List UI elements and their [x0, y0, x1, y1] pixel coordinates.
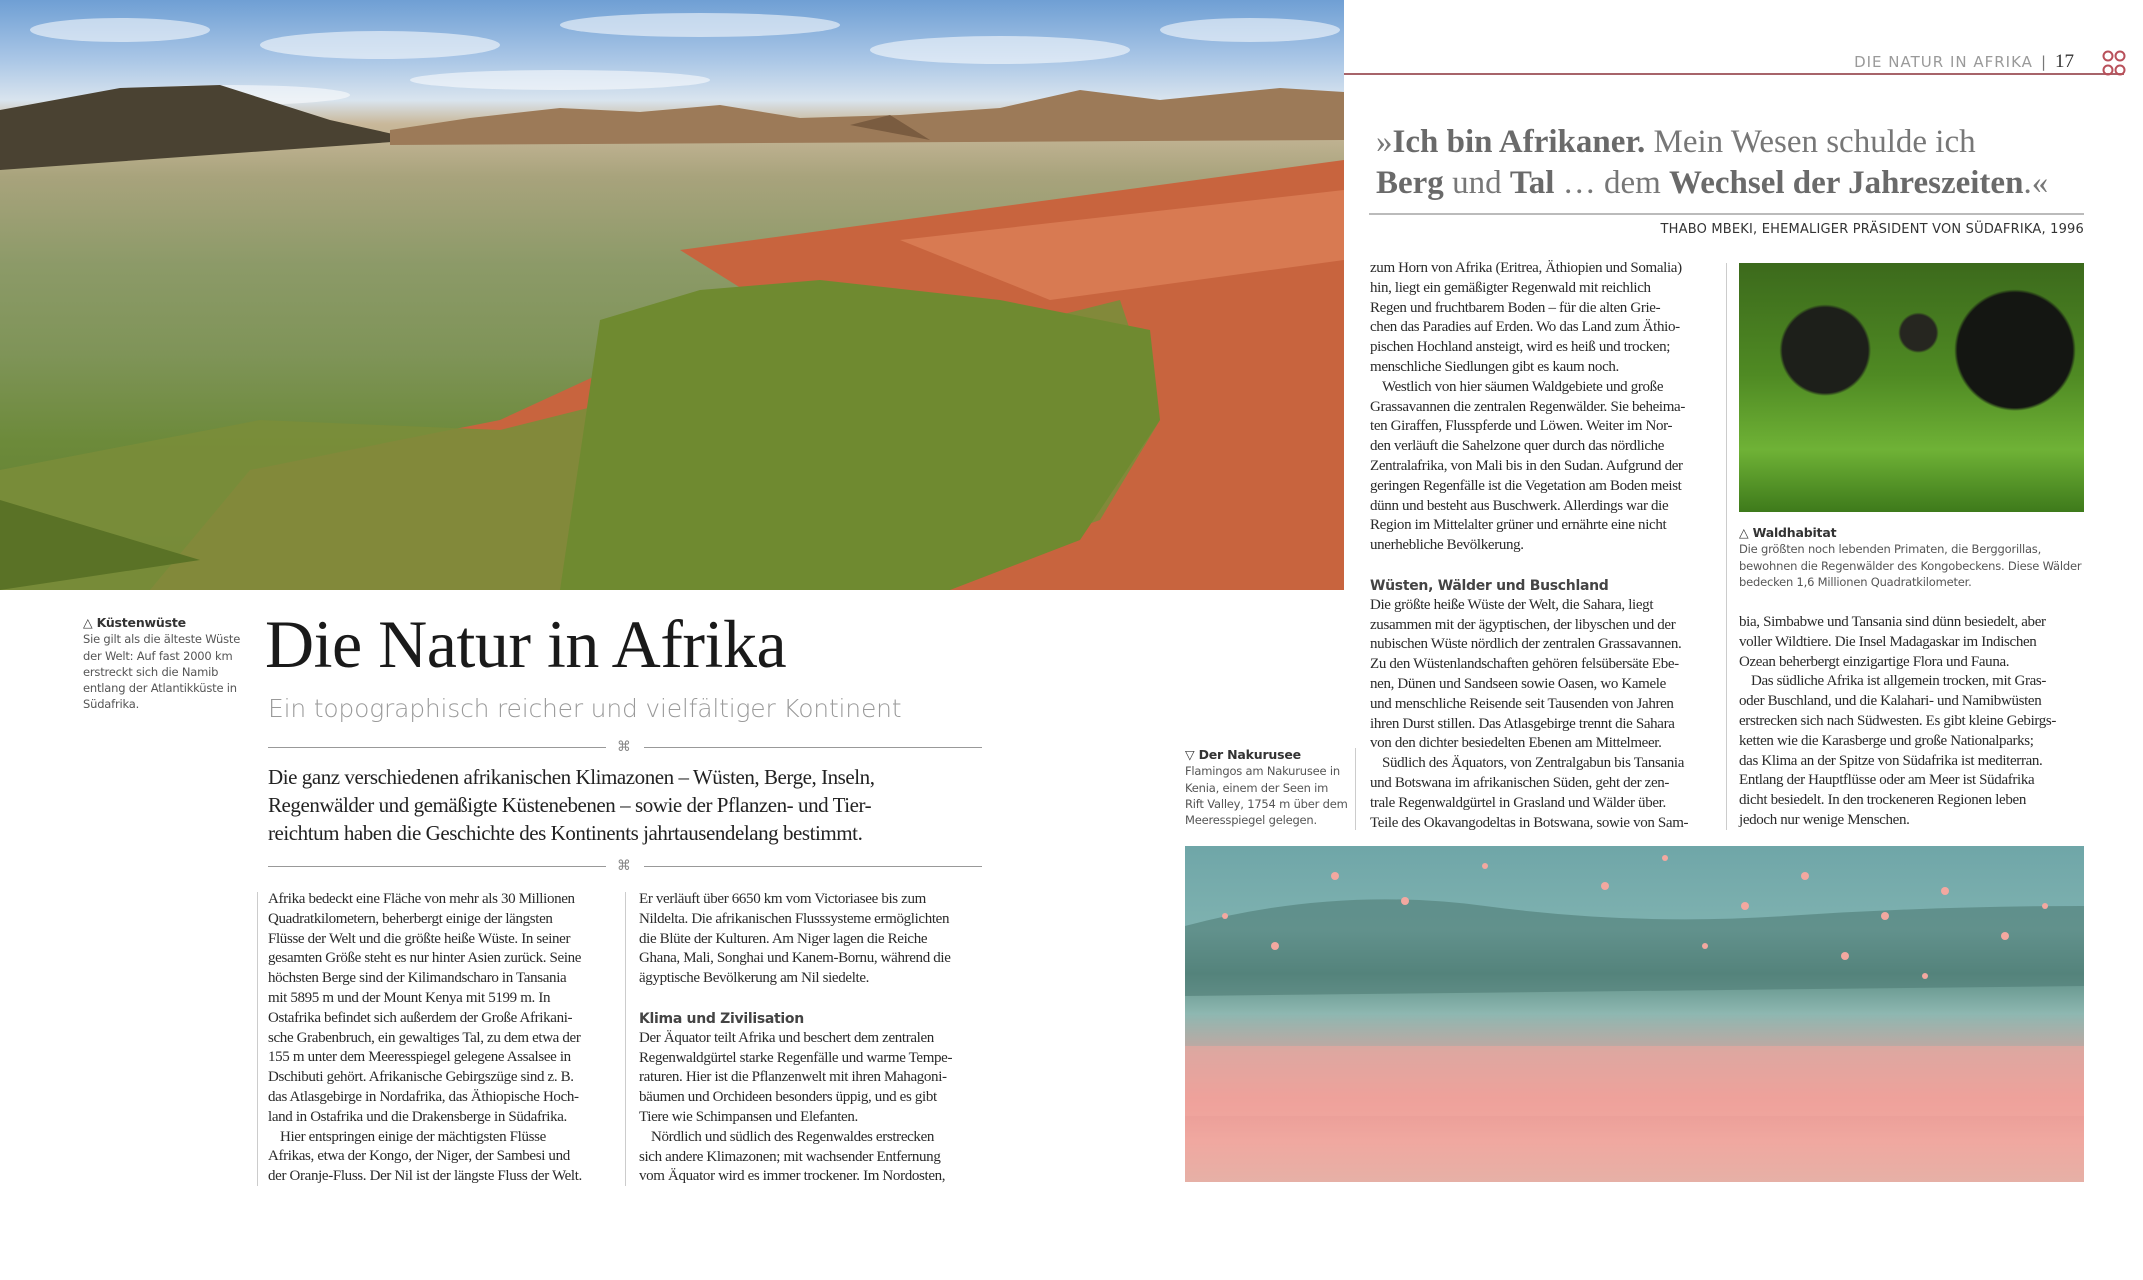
body-line: Flüsse der Welt und die größte heiße Wüste. In seiner	[268, 930, 571, 947]
quote-bold: Ich bin Afrikaner.	[1392, 124, 1646, 160]
ornament-icon: ⌘	[617, 858, 631, 874]
body-line: 155 m unter dem Meeresspiegel gelegene Assalsee in	[268, 1049, 571, 1066]
triangle-up-icon: △	[83, 615, 93, 630]
body-line: menschliche Siedlungen gibt es kaum noch.	[1370, 358, 1619, 375]
caption-line: Südafrika.	[83, 697, 140, 712]
column-rule	[1726, 263, 1727, 830]
body-line: trale Regenwaldgürtel in Grasland und Wälder über.	[1370, 794, 1666, 811]
body-line: Teile des Okavangodeltas in Botswana, sowie von Sam-	[1370, 814, 1689, 831]
section-heading: Klima und Zivilisation	[639, 1010, 804, 1027]
page-subtitle: Ein topographisch reicher und vielfältiger Kontinent	[268, 694, 902, 723]
namib-desert-photo	[0, 0, 1344, 590]
body-line: Er verläuft über 6650 km vom Victoriasee bis zum	[639, 891, 926, 907]
body-line: Nildelta. Die afrikanischen Flusssysteme ermöglichten	[639, 910, 950, 927]
body-line: Südlich des Äquators, von Zentralgabun bis Tansania	[1382, 755, 1685, 772]
triangle-up-icon: △	[1739, 525, 1749, 540]
body-line: Tiere wie Schimpansen und Elefanten.	[639, 1108, 858, 1125]
intro-line: Regenwälder und gemäßigte Küstenebenen – sowie der Pflanzen- und Tier-	[268, 793, 872, 817]
body-line: gesamten Größe steht es nur hinter Asien zurück. Seine	[268, 950, 582, 967]
body-line: erstrecken sich nach Südwesten. Es gibt kleine Gebirgs-	[1739, 712, 2057, 729]
flamingo-illustration	[1185, 846, 2084, 1182]
body-line: vom Äquator wird es immer trockener. Im Nordosten,	[639, 1168, 946, 1185]
header-separator: |	[2040, 53, 2047, 71]
mountain-gorillas-photo	[1739, 263, 2084, 512]
section-title: DIE NATUR IN AFRIKA	[1854, 53, 2033, 71]
quote-text: Mein Wesen schulde ich	[1645, 124, 1976, 160]
caption-line: Meeresspiegel gelegen.	[1185, 813, 1317, 828]
body-line: Dschibuti gehört. Afrikanische Gebirgszüge sind z. B.	[268, 1069, 574, 1086]
body-line: voller Wildtiere. Die Insel Madagaskar im Indischen	[1739, 633, 2037, 650]
quote-open: »	[1376, 124, 1393, 160]
body-line: das Atlasgebirge in Nordafrika, das Äthiopische Hoch-	[268, 1088, 579, 1105]
quote-text: und	[1443, 165, 1510, 201]
caption-line: Die größten noch lebenden Primaten, die Berggorillas,	[1739, 542, 2042, 557]
body-line: der Oranje-Fluss. Der Nil ist der längste Fluss der Welt.	[268, 1168, 582, 1185]
caption-line: erstreckt sich die Namib	[83, 664, 219, 679]
body-line: Regen und fruchtbarem Boden – für die alten Grie-	[1370, 299, 1661, 316]
body-line: unerhebliche Bevölkerung.	[1370, 537, 1524, 554]
body-line: Regenwaldgürtel starke Regenfälle und warme Tempe-	[639, 1049, 953, 1066]
body-line: oder Buschland, und die Kalahari- und Namibwüsten	[1739, 693, 2042, 710]
column-rule	[625, 892, 626, 1186]
body-line: nen, Dünen und Sandseen sowie Oasen, wo Kamele	[1370, 675, 1666, 692]
body-line: Die größte heiße Wüste der Welt, die Sahara, liegt	[1370, 596, 1654, 613]
ornament-divider	[268, 740, 982, 754]
body-line: hin, liegt ein gemäßigter Regenwald mit reichlich	[1370, 279, 1651, 296]
header-rule	[1344, 73, 2124, 75]
body-line: jedoch nur wenige Menschen.	[1739, 811, 1910, 828]
body-line: geringen Regenfälle ist die Vegetation am Boden meist	[1370, 477, 1682, 494]
body-column-4	[1739, 613, 2089, 831]
quote-close: .«	[2023, 165, 2049, 201]
body-line: ten Giraffen, Flusspferde und Löwen. Weiter im Nor-	[1370, 418, 1673, 435]
body-line: Nördlich und südlich des Regenwaldes erstrecken	[651, 1128, 935, 1145]
body-line: zum Horn von Afrika (Eritrea, Äthiopien und Somalia)	[1370, 260, 1682, 276]
body-line: ägyptische Bevölkerung am Nil siedelte.	[639, 970, 870, 987]
intro-text	[268, 763, 875, 847]
body-line: Der Äquator teilt Afrika und beschert dem zentralen	[639, 1029, 934, 1046]
caption-line: Flamingos am Nakurusee in	[1185, 764, 1340, 779]
body-line: und menschliche Reisende seit Tausenden von Jahren	[1370, 695, 1674, 712]
body-line: den verläuft die Sahelzone quer durch das nördliche	[1370, 438, 1665, 455]
triangle-down-icon: ▽	[1185, 747, 1195, 762]
body-line: Hier entspringen einige der mächtigsten Flüsse	[280, 1128, 546, 1145]
body-line: Region im Mittelalter grüner und ernährte eine nicht	[1370, 517, 1667, 534]
caption-title: Küstenwüste	[96, 615, 186, 630]
caption-line: Rift Valley, 1754 m über dem	[1185, 796, 1348, 811]
landscape-illustration	[0, 0, 1344, 590]
body-line: von den dichter besiedelten Ebenen am Mittelmeer.	[1370, 735, 1662, 752]
body-line: land in Ostafrika und die Drakensberge in Südafrika.	[268, 1108, 567, 1125]
quote-bold: Tal	[1509, 165, 1555, 201]
page-title: Die Natur in Afrika	[265, 606, 787, 682]
body-line: sche Grabenbruch, ein gewaltiges Tal, zu dem etwa der	[268, 1029, 581, 1046]
ornament-icon: ⌘	[617, 739, 631, 755]
adinkra-ornament-icon	[2102, 50, 2126, 76]
quote-bold: Wechsel der Jahreszeiten	[1669, 165, 2024, 201]
body-line: ketten wie die Karasberge und große Nationalparks;	[1739, 732, 2034, 749]
paragraph-gap	[1370, 556, 1720, 576]
body-line: nubischen Wüste nördlich der zentralen Grassavannen.	[1370, 636, 1682, 653]
caption-line: bedecken 1,6 Millionen Quadratkilometer.	[1739, 574, 1972, 589]
caption-kuestenwueste	[83, 615, 240, 713]
caption-waldhabitat	[1739, 525, 2081, 590]
caption-line: der Welt: Auf fast 2000 km	[83, 648, 233, 663]
caption-line: Sie gilt als die älteste Wüste	[83, 632, 241, 647]
body-line: Afrika bedeckt eine Fläche von mehr als 30 Millionen	[268, 891, 575, 907]
body-line: dicht besiedelt. In den trockeneren Regionen leben	[1739, 792, 2026, 809]
body-line: Entlang der Hauptflüsse oder am Meer ist Südafrika	[1739, 772, 2035, 789]
body-line: raturen. Hier ist die Pflanzenwelt mit ihren Mahagoni-	[639, 1069, 947, 1086]
body-line: Ghana, Mali, Songhai und Kanem-Bornu, während die	[639, 950, 951, 967]
caption-line: Kenia, einem der Seen im	[1185, 780, 1329, 795]
ornament-divider	[268, 859, 982, 873]
intro-line: reichtum haben die Geschichte des Kontinents jahrtausendelang bestimmt.	[268, 821, 863, 845]
body-line: Das südliche Afrika ist allgemein trocken, mit Gras-	[1751, 673, 2047, 690]
paragraph-gap	[639, 989, 989, 1009]
body-line: Zu den Wüstenlandschaften gehören felsübersäte Ebe-	[1370, 656, 1679, 673]
body-line: ihren Durst stillen. Das Atlasgebirge trennt die Sahara	[1370, 715, 1675, 732]
quote-rule	[1369, 213, 2084, 215]
intro-line: Die ganz verschiedenen afrikanischen Klimazonen – Wüsten, Berge, Inseln,	[268, 765, 875, 789]
body-line: dünn und besteht aus Buschwerk. Allerdings war die	[1370, 497, 1669, 514]
quote-text: … dem	[1554, 165, 1670, 201]
body-line: Afrikas, etwa der Kongo, der Niger, der Sambesi und	[268, 1148, 570, 1165]
body-line: bia, Simbabwe und Tansania sind dünn besiedelt, aber	[1739, 614, 2046, 630]
quote-bold: Berg	[1376, 165, 1444, 201]
body-line: höchsten Berge sind der Kilimandscharo in Tansania	[268, 970, 567, 987]
caption-nakurusee	[1185, 747, 1348, 828]
body-line: Ostafrika befindet sich außerdem der Große Afrikani-	[268, 1009, 573, 1026]
running-header	[1854, 51, 2074, 73]
section-heading: Wüsten, Wälder und Buschland	[1370, 577, 1609, 594]
body-line: Ozean beherbergt einzigartige Flora und Fauna.	[1739, 653, 2010, 670]
body-line: bäumen und Orchideen besonders üppig, und es gibt	[639, 1089, 937, 1106]
caption-line: entlang der Atlantikküste in	[83, 681, 237, 696]
body-line: die Blüte der Kulturen. Am Niger lagen die Reiche	[639, 930, 928, 947]
body-line: Quadratkilometern, beherbergt einige der längsten	[268, 910, 553, 927]
body-line: Grassavannen die zentralen Regenwälder. Sie beheima-	[1370, 398, 1685, 415]
page-number: 17	[2055, 51, 2074, 72]
body-column-2	[639, 890, 989, 1187]
caption-title: Waldhabitat	[1752, 525, 1837, 540]
body-column-1	[268, 890, 618, 1187]
body-line: chen das Paradies auf Erden. Wo das Land zum Äthio-	[1370, 319, 1680, 336]
body-line: pischen Hochland ansteigt, wird es heiß und trocken;	[1370, 339, 1671, 356]
caption-line: bewohnen die Regenwälder des Kongobeckens. Diese Wälder	[1739, 558, 2082, 573]
body-line: sich andere Klimazonen; mit wachsender Entfernung	[639, 1148, 941, 1165]
body-line: mit 5895 m und der Mount Kenya mit 5199 m. In	[268, 989, 551, 1006]
column-rule	[1355, 748, 1356, 830]
body-line: das Klima an der Spitze von Südafrika ist mediterran.	[1739, 752, 2043, 769]
body-line: Westlich von hier säumen Waldgebiete und große	[1382, 378, 1664, 395]
quote-attribution: THABO MBEKI, EHEMALIGER PRÄSIDENT VON SÜDAFRIKA, 1996	[1660, 222, 2084, 237]
body-line: und Botswana im afrikanischen Süden, geht der zen-	[1370, 774, 1670, 791]
caption-title: Der Nakurusee	[1198, 747, 1301, 762]
body-line: zusammen mit der ägyptischen, der libyschen und der	[1370, 616, 1676, 633]
flamingos-lake-nakuru-photo	[1185, 846, 2084, 1182]
body-column-3	[1370, 259, 1720, 833]
pull-quote	[1376, 122, 2048, 204]
body-line: Zentralafrika, von Mali bis in den Sudan. Aufgrund der	[1370, 457, 1683, 474]
column-rule	[257, 892, 258, 1186]
